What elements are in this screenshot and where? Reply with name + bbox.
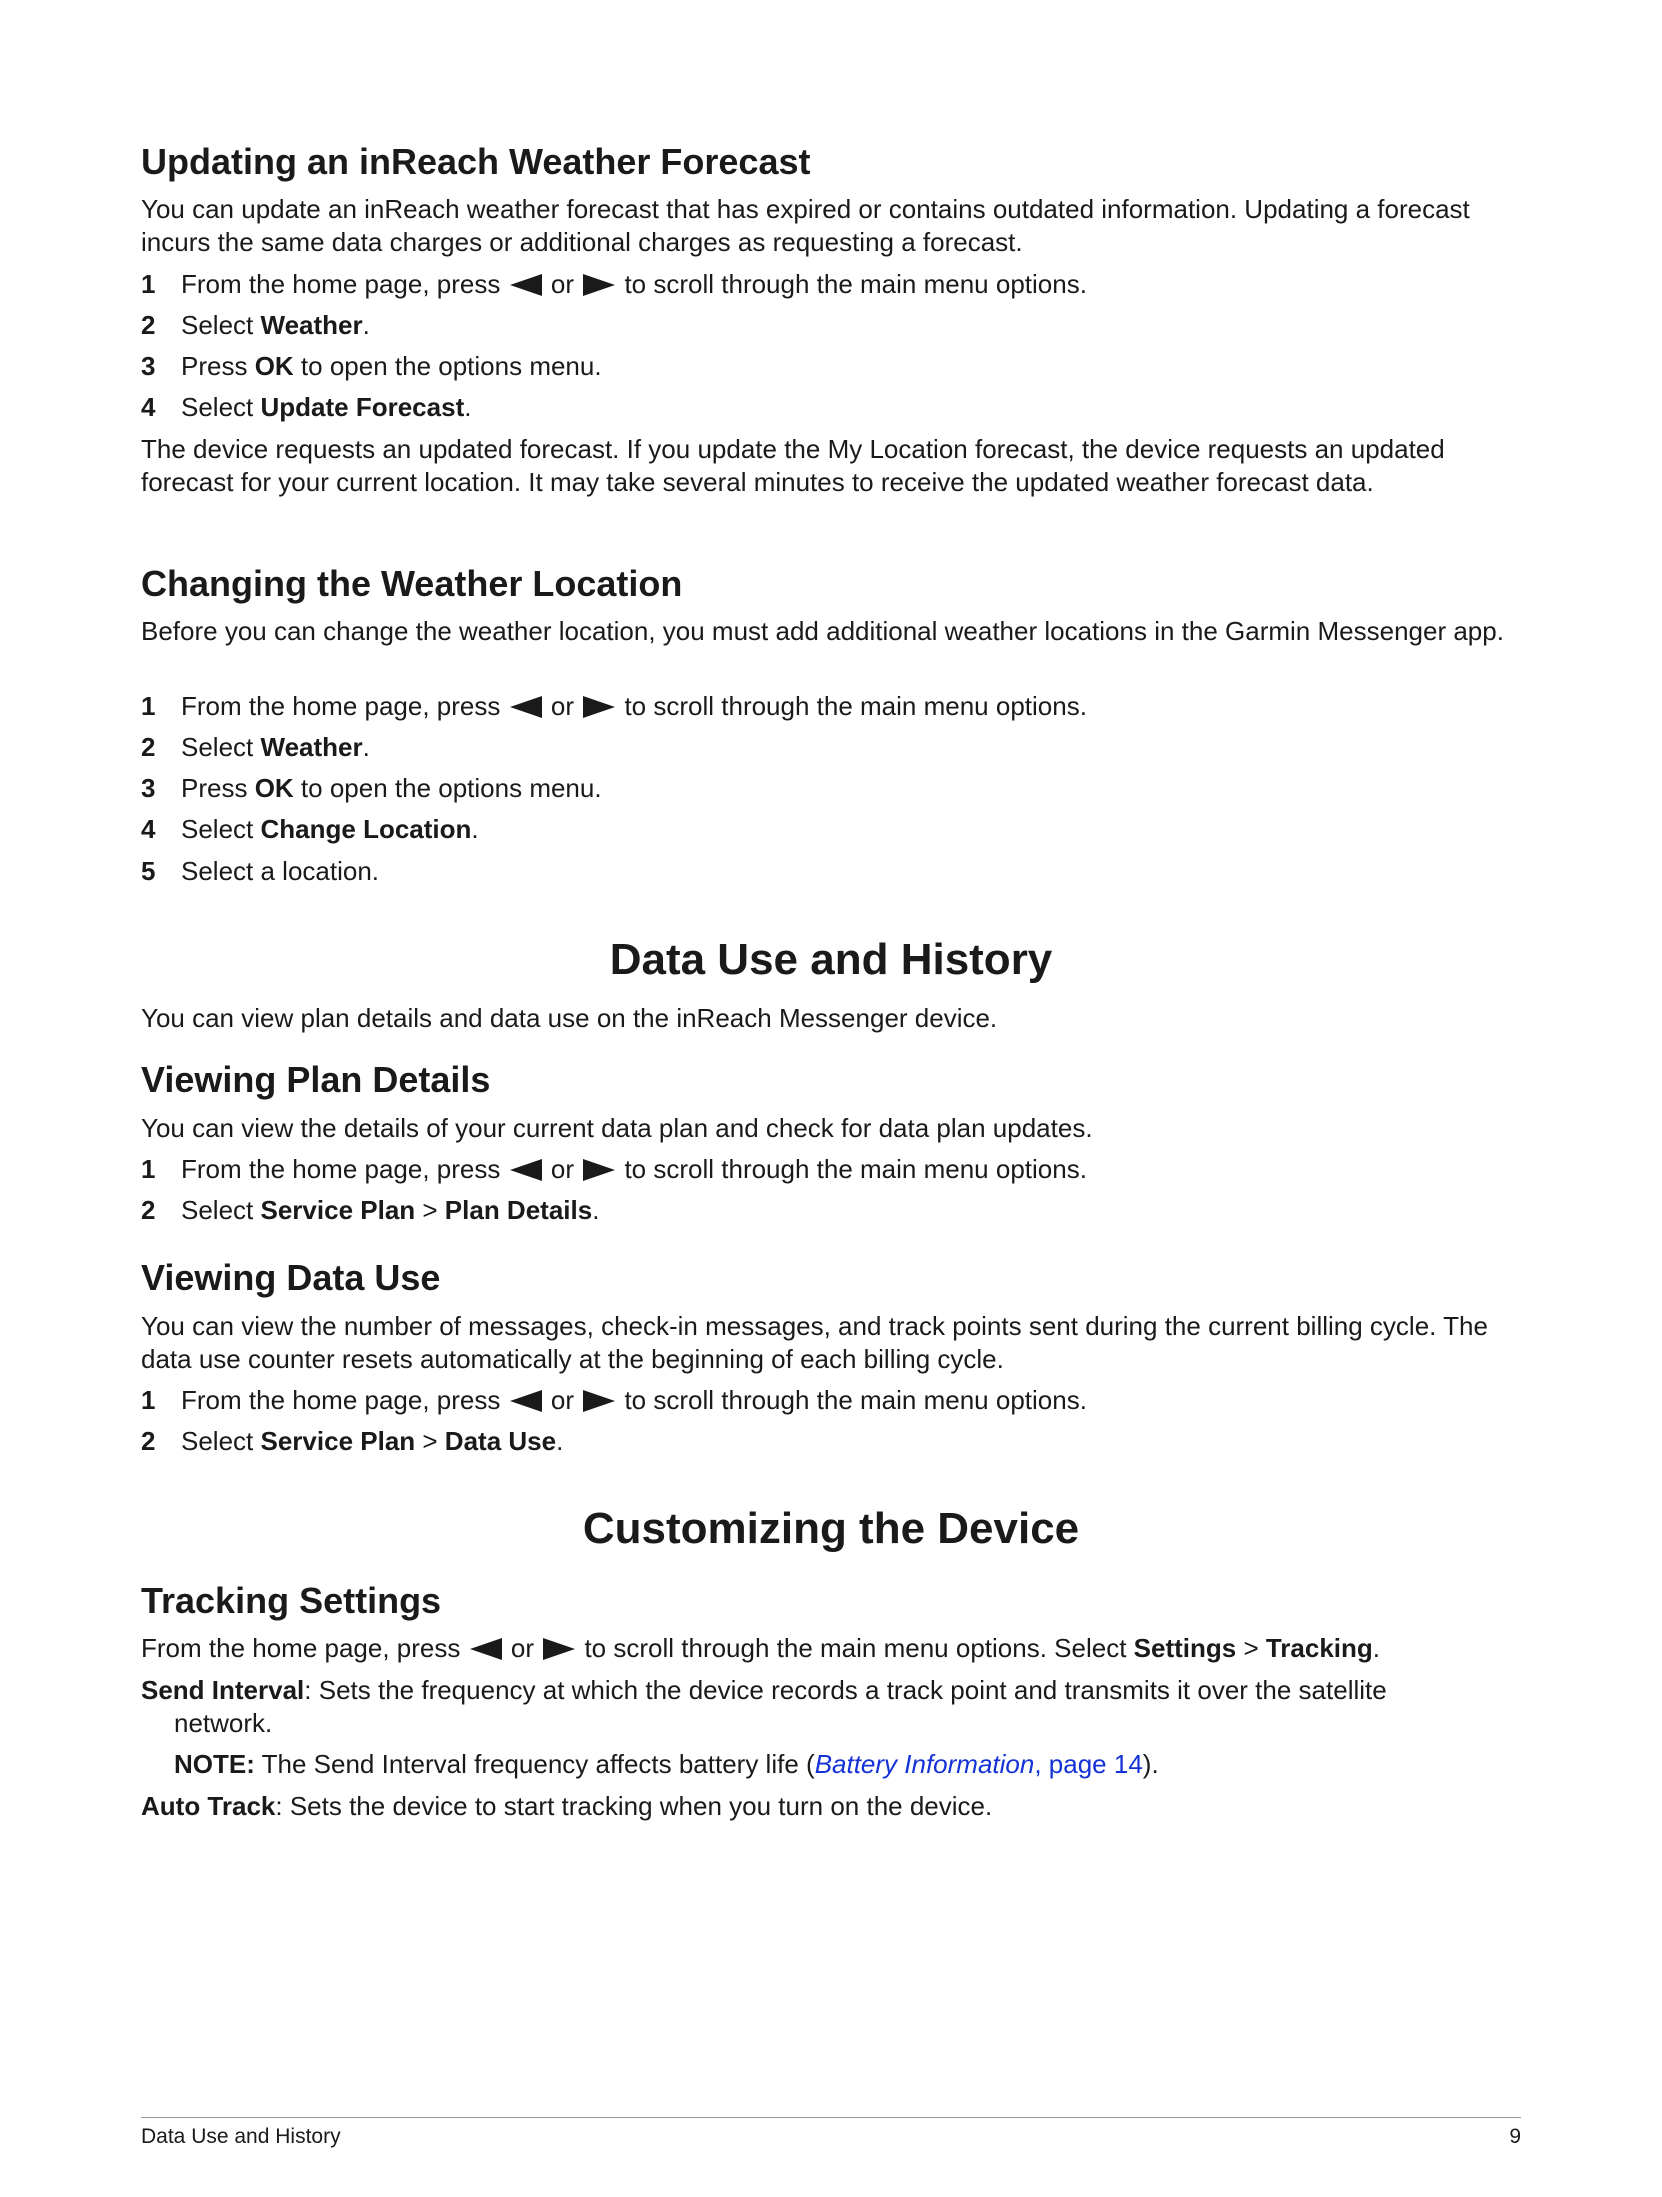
step-text: Select xyxy=(181,1195,261,1225)
definition-text: : Sets the frequency at which the device records a track point and transmits it over the satellite xyxy=(304,1675,1387,1705)
step-number: 2 xyxy=(141,732,156,762)
plan-step-1 xyxy=(141,1153,1087,1186)
step-text: to scroll through the main menu options. xyxy=(624,269,1087,299)
step-text: Select a location. xyxy=(181,856,380,886)
battery-note xyxy=(174,1748,1159,1781)
ui-term: Data Use xyxy=(444,1426,557,1456)
right-arrow-icon xyxy=(581,272,617,298)
changing-step-4 xyxy=(141,813,479,846)
step-number: 1 xyxy=(141,1385,156,1415)
step-number: 1 xyxy=(141,269,156,299)
step-text: > xyxy=(415,1426,445,1456)
ui-term: OK xyxy=(254,351,294,381)
step-number: 2 xyxy=(141,310,156,340)
changing-step-3 xyxy=(141,772,602,805)
heading-viewing-data-use: Viewing Data Use xyxy=(141,1257,441,1298)
step-text: From the home page, press xyxy=(181,269,501,299)
heading-tracking-settings: Tracking Settings xyxy=(141,1580,442,1621)
step-text: or xyxy=(550,269,574,299)
step-text: > xyxy=(415,1195,445,1225)
step-text: Select xyxy=(181,1426,261,1456)
link-title: Battery Information xyxy=(814,1749,1035,1779)
step-text: . xyxy=(592,1195,600,1225)
left-arrow-icon xyxy=(468,1636,504,1662)
left-arrow-icon xyxy=(508,694,544,720)
ui-term: Weather xyxy=(260,310,363,340)
step-text: Select xyxy=(181,732,261,762)
right-arrow-icon xyxy=(581,694,617,720)
datause-step-1 xyxy=(141,1384,1087,1417)
step-number: 2 xyxy=(141,1426,156,1456)
step-text: . xyxy=(1372,1633,1381,1663)
step-number: 4 xyxy=(141,392,156,422)
updating-step-2 xyxy=(141,309,370,342)
step-text: to open the options menu. xyxy=(293,351,602,381)
updating-intro: You can update an inReach weather forecast that has expired or contains outdated information. Updating a forecast incurs the same data charges or additional charges as requesting a forecast. xyxy=(141,194,1470,257)
ui-term: Service Plan xyxy=(260,1426,416,1456)
left-arrow-icon xyxy=(508,1157,544,1183)
step-number: 2 xyxy=(141,1195,156,1225)
step-text: . xyxy=(362,732,370,762)
changing-step-2 xyxy=(141,731,370,764)
step-text: From the home page, press xyxy=(181,691,501,721)
page-number: 9 xyxy=(1509,2125,1521,2148)
datause-step-2 xyxy=(141,1425,563,1458)
step-text: > xyxy=(1236,1633,1266,1663)
step-text: to scroll through the main menu options. xyxy=(624,691,1087,721)
note-label: NOTE: xyxy=(174,1749,255,1779)
datause-intro: You can view the number of messages, check-in messages, and track points sent during the current billing cycle. The data use counter resets automatically at the beginning of each billing cycle. xyxy=(141,1311,1488,1374)
step-text: to open the options menu. xyxy=(293,773,602,803)
tracking-intro xyxy=(141,1632,1380,1665)
note-text: The Send Interval frequency affects battery life ( xyxy=(254,1749,815,1779)
step-text: From the home page, press xyxy=(141,1633,461,1663)
step-text: From the home page, press xyxy=(181,1154,501,1184)
right-arrow-icon xyxy=(581,1388,617,1414)
send-interval-definition xyxy=(141,1674,1521,1740)
footer-section-title: Data Use and History xyxy=(141,2125,341,2148)
ui-term: Tracking xyxy=(1265,1633,1373,1663)
plan-intro: You can view the details of your current data plan and check for data plan updates. xyxy=(141,1113,1093,1143)
step-text: Press xyxy=(181,351,255,381)
updating-result: The device requests an updated forecast. If you update the My Location forecast, the device requests an updated forecast for your current location. It may take several minutes to receive the updated weather forecast data. xyxy=(141,434,1445,497)
step-text: or xyxy=(550,1154,574,1184)
note-end: ). xyxy=(1142,1749,1159,1779)
step-text: Select xyxy=(181,392,261,422)
step-text: to scroll through the main menu options. xyxy=(624,1154,1087,1184)
changing-step-1 xyxy=(141,690,1087,723)
changing-intro: Before you can change the weather location, you must add additional weather locations in the Garmin Messenger app. xyxy=(141,616,1504,646)
changing-step-5 xyxy=(141,855,379,888)
definition-term: Send Interval xyxy=(141,1675,305,1705)
step-text: or xyxy=(550,691,574,721)
step-text: to scroll through the main menu options. xyxy=(624,1385,1087,1415)
step-text: . xyxy=(362,310,370,340)
step-text: . xyxy=(471,814,479,844)
data-use-intro: You can view plan details and data use on the inReach Messenger device. xyxy=(141,1003,998,1033)
left-arrow-icon xyxy=(508,1388,544,1414)
left-arrow-icon xyxy=(508,272,544,298)
definition-term: Auto Track xyxy=(141,1791,276,1821)
step-text: to scroll through the main menu options. Select xyxy=(584,1633,1134,1663)
footer-divider xyxy=(141,2117,1521,2118)
right-arrow-icon xyxy=(581,1157,617,1183)
ui-term: Update Forecast xyxy=(260,392,465,422)
ui-term: OK xyxy=(254,773,294,803)
heading-updating-forecast: Updating an inReach Weather Forecast xyxy=(141,141,811,182)
step-text: From the home page, press xyxy=(181,1385,501,1415)
step-number: 3 xyxy=(141,351,156,381)
step-text: or xyxy=(510,1633,534,1663)
right-arrow-icon xyxy=(541,1636,577,1662)
step-text: or xyxy=(550,1385,574,1415)
ui-term: Settings xyxy=(1133,1633,1237,1663)
ui-term: Change Location xyxy=(260,814,472,844)
step-text: Press xyxy=(181,773,255,803)
auto-track-definition xyxy=(141,1790,1521,1823)
link-page: , page 14 xyxy=(1034,1749,1143,1779)
step-text: Select xyxy=(181,310,261,340)
step-text: . xyxy=(556,1426,564,1456)
heading-changing-location: Changing the Weather Location xyxy=(141,563,683,604)
step-number: 5 xyxy=(141,856,156,886)
updating-step-1 xyxy=(141,268,1087,301)
heading-customizing-device: Customizing the Device xyxy=(582,1504,1080,1553)
definition-continuation: network. xyxy=(174,1708,273,1738)
step-number: 1 xyxy=(141,1154,156,1184)
step-text: . xyxy=(464,392,472,422)
step-text: Select xyxy=(181,814,261,844)
step-number: 3 xyxy=(141,773,156,803)
ui-term: Plan Details xyxy=(444,1195,593,1225)
step-number: 4 xyxy=(141,814,156,844)
step-number: 1 xyxy=(141,691,156,721)
battery-information-link[interactable] xyxy=(815,1749,1143,1779)
manual-page xyxy=(141,0,1521,2197)
plan-step-2 xyxy=(141,1194,599,1227)
updating-step-3 xyxy=(141,350,602,383)
heading-viewing-plan-details: Viewing Plan Details xyxy=(141,1059,491,1100)
definition-text: : Sets the device to start tracking when you turn on the device. xyxy=(275,1791,993,1821)
ui-term: Weather xyxy=(260,732,363,762)
heading-data-use-history: Data Use and History xyxy=(609,935,1053,984)
updating-step-4 xyxy=(141,391,471,424)
ui-term: Service Plan xyxy=(260,1195,416,1225)
